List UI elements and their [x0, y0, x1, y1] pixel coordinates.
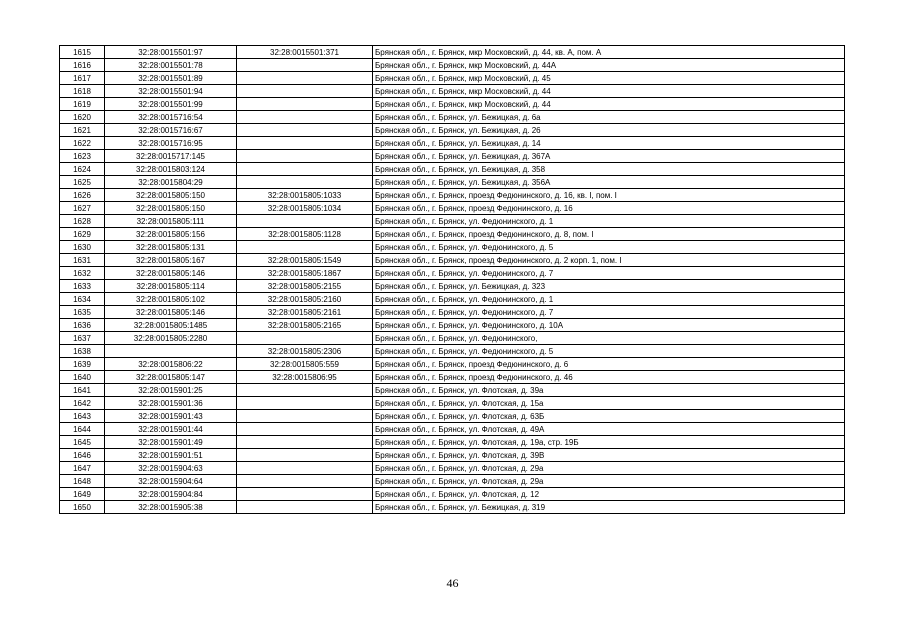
- row-number-cell: 1622: [60, 137, 105, 150]
- row-number-cell: 1647: [60, 462, 105, 475]
- row-number-cell: 1619: [60, 98, 105, 111]
- row-number-cell: 1637: [60, 332, 105, 345]
- address-cell: Брянская обл., г. Брянск, мкр Московский, д. 44: [373, 85, 845, 98]
- related-cadastral-number-cell: [237, 111, 373, 124]
- related-cadastral-number-cell: 32:28:0015805:1549: [237, 254, 373, 267]
- table-row: [60, 332, 845, 345]
- row-number-cell: 1636: [60, 319, 105, 332]
- row-number-cell: 1643: [60, 410, 105, 423]
- related-cadastral-number-cell: [237, 98, 373, 111]
- cadastral-number-cell: 32:28:0015717:145: [105, 150, 237, 163]
- related-cadastral-number-cell: [237, 85, 373, 98]
- cadastral-number-cell: 32:28:0015501:94: [105, 85, 237, 98]
- cadastral-number-cell: 32:28:0015901:44: [105, 423, 237, 436]
- cadastral-number-cell: 32:28:0015501:99: [105, 98, 237, 111]
- address-cell: Брянская обл., г. Брянск, ул. Федюнинского, д. 7: [373, 267, 845, 280]
- cadastral-number-cell: 32:28:0015805:102: [105, 293, 237, 306]
- address-cell: Брянская обл., г. Брянск, ул. Бежицкая, д. 356А: [373, 176, 845, 189]
- row-number-cell: 1644: [60, 423, 105, 436]
- related-cadastral-number-cell: [237, 488, 373, 501]
- table-row: [60, 150, 845, 163]
- address-cell: Брянская обл., г. Брянск, ул. Бежицкая, д. 26: [373, 124, 845, 137]
- row-number-cell: 1627: [60, 202, 105, 215]
- related-cadastral-number-cell: [237, 215, 373, 228]
- row-number-cell: 1648: [60, 475, 105, 488]
- cadastral-number-cell: 32:28:0015806:22: [105, 358, 237, 371]
- related-cadastral-number-cell: [237, 384, 373, 397]
- related-cadastral-number-cell: [237, 501, 373, 514]
- cadastral-number-cell: 32:28:0015501:89: [105, 72, 237, 85]
- related-cadastral-number-cell: [237, 410, 373, 423]
- table-row: [60, 423, 845, 436]
- address-cell: Брянская обл., г. Брянск, ул. Бежицкая, д. 367А: [373, 150, 845, 163]
- table-row: [60, 358, 845, 371]
- row-number-cell: 1634: [60, 293, 105, 306]
- table-row: [60, 319, 845, 332]
- cadastral-number-cell: 32:28:0015805:2280: [105, 332, 237, 345]
- table-row: [60, 215, 845, 228]
- row-number-cell: 1621: [60, 124, 105, 137]
- cadastral-number-cell: 32:28:0015716:54: [105, 111, 237, 124]
- address-cell: Брянская обл., г. Брянск, проезд Федюнинского, д. 16: [373, 202, 845, 215]
- related-cadastral-number-cell: 32:28:0015805:2160: [237, 293, 373, 306]
- address-cell: Брянская обл., г. Брянск, мкр Московский, д. 44: [373, 98, 845, 111]
- row-number-cell: 1650: [60, 501, 105, 514]
- address-cell: Брянская обл., г. Брянск, ул. Бежицкая, д. 319: [373, 501, 845, 514]
- table-row: [60, 59, 845, 72]
- table-row: [60, 85, 845, 98]
- table-row: [60, 488, 845, 501]
- related-cadastral-number-cell: 32:28:0015805:1128: [237, 228, 373, 241]
- cadastral-number-cell: 32:28:0015716:67: [105, 124, 237, 137]
- row-number-cell: 1615: [60, 46, 105, 59]
- row-number-cell: 1620: [60, 111, 105, 124]
- cadastral-number-cell: 32:28:0015901:36: [105, 397, 237, 410]
- row-number-cell: 1629: [60, 228, 105, 241]
- table-row: [60, 98, 845, 111]
- related-cadastral-number-cell: [237, 59, 373, 72]
- table-row: [60, 254, 845, 267]
- address-cell: Брянская обл., г. Брянск, ул. Федюнинского, д. 1: [373, 215, 845, 228]
- row-number-cell: 1618: [60, 85, 105, 98]
- address-cell: Брянская обл., г. Брянск, ул. Федюнинского,: [373, 332, 845, 345]
- cadastral-number-cell: 32:28:0015905:38: [105, 501, 237, 514]
- row-number-cell: 1626: [60, 189, 105, 202]
- table-row: [60, 163, 845, 176]
- cadastral-number-cell: 32:28:0015805:1485: [105, 319, 237, 332]
- address-cell: Брянская обл., г. Брянск, ул. Федюнинского, д. 5: [373, 241, 845, 254]
- row-number-cell: 1623: [60, 150, 105, 163]
- related-cadastral-number-cell: [237, 462, 373, 475]
- table-row: [60, 202, 845, 215]
- address-cell: Брянская обл., г. Брянск, проезд Федюнинского, д. 46: [373, 371, 845, 384]
- address-cell: Брянская обл., г. Брянск, проезд Федюнинского, д. 6: [373, 358, 845, 371]
- related-cadastral-number-cell: 32:28:0015805:1867: [237, 267, 373, 280]
- address-cell: Брянская обл., г. Брянск, проезд Федюнинского, д. 16, кв. I, пом. I: [373, 189, 845, 202]
- related-cadastral-number-cell: [237, 176, 373, 189]
- related-cadastral-number-cell: [237, 124, 373, 137]
- address-cell: Брянская обл., г. Брянск, ул. Федюнинского, д. 5: [373, 345, 845, 358]
- related-cadastral-number-cell: 32:28:0015805:2165: [237, 319, 373, 332]
- row-number-cell: 1633: [60, 280, 105, 293]
- related-cadastral-number-cell: [237, 436, 373, 449]
- address-cell: Брянская обл., г. Брянск, ул. Федюнинского, д. 1: [373, 293, 845, 306]
- address-cell: Брянская обл., г. Брянск, ул. Флотская, д. 39В: [373, 449, 845, 462]
- table-row: [60, 189, 845, 202]
- address-cell: Брянская обл., г. Брянск, ул. Бежицкая, д. 14: [373, 137, 845, 150]
- registry-table: [59, 45, 845, 514]
- related-cadastral-number-cell: 32:28:0015501:371: [237, 46, 373, 59]
- cadastral-number-cell: 32:28:0015805:147: [105, 371, 237, 384]
- cadastral-number-cell: 32:28:0015716:95: [105, 137, 237, 150]
- table-row: [60, 449, 845, 462]
- page-number: 46: [446, 576, 459, 590]
- related-cadastral-number-cell: 32:28:0015806:95: [237, 371, 373, 384]
- cadastral-number-cell: 32:28:0015805:114: [105, 280, 237, 293]
- related-cadastral-number-cell: 32:28:0015805:2306: [237, 345, 373, 358]
- address-cell: Брянская обл., г. Брянск, мкр Московский, д. 44, кв. А, пом. А: [373, 46, 845, 59]
- cadastral-number-cell: 32:28:0015501:97: [105, 46, 237, 59]
- row-number-cell: 1646: [60, 449, 105, 462]
- address-cell: Брянская обл., г. Брянск, ул. Федюнинского, д. 7: [373, 306, 845, 319]
- related-cadastral-number-cell: [237, 72, 373, 85]
- address-cell: Брянская обл., г. Брянск, ул. Бежицкая, д. 6а: [373, 111, 845, 124]
- address-cell: Брянская обл., г. Брянск, ул. Флотская, д. 39а: [373, 384, 845, 397]
- table-row: [60, 124, 845, 137]
- cadastral-number-cell: [105, 345, 237, 358]
- table-row: [60, 397, 845, 410]
- row-number-cell: 1624: [60, 163, 105, 176]
- address-cell: Брянская обл., г. Брянск, мкр Московский, д. 45: [373, 72, 845, 85]
- address-cell: Брянская обл., г. Брянск, ул. Бежицкая, д. 358: [373, 163, 845, 176]
- address-cell: Брянская обл., г. Брянск, ул. Флотская, д. 19а, стр. 19Б: [373, 436, 845, 449]
- related-cadastral-number-cell: 32:28:0015805:2161: [237, 306, 373, 319]
- row-number-cell: 1616: [60, 59, 105, 72]
- row-number-cell: 1617: [60, 72, 105, 85]
- cadastral-number-cell: 32:28:0015805:146: [105, 267, 237, 280]
- related-cadastral-number-cell: 32:28:0015805:559: [237, 358, 373, 371]
- related-cadastral-number-cell: 32:28:0015805:1034: [237, 202, 373, 215]
- cadastral-number-cell: 32:28:0015901:49: [105, 436, 237, 449]
- related-cadastral-number-cell: 32:28:0015805:1033: [237, 189, 373, 202]
- cadastral-number-cell: 32:28:0015805:156: [105, 228, 237, 241]
- related-cadastral-number-cell: [237, 137, 373, 150]
- address-cell: Брянская обл., г. Брянск, ул. Флотская, д. 15а: [373, 397, 845, 410]
- cadastral-number-cell: 32:28:0015805:146: [105, 306, 237, 319]
- related-cadastral-number-cell: [237, 475, 373, 488]
- address-cell: Брянская обл., г. Брянск, ул. Флотская, д. 29а: [373, 475, 845, 488]
- cadastral-number-cell: 32:28:0015904:63: [105, 462, 237, 475]
- related-cadastral-number-cell: [237, 423, 373, 436]
- row-number-cell: 1642: [60, 397, 105, 410]
- cadastral-number-cell: 32:28:0015501:78: [105, 59, 237, 72]
- table-row: [60, 267, 845, 280]
- cadastral-number-cell: 32:28:0015804:29: [105, 176, 237, 189]
- address-cell: Брянская обл., г. Брянск, ул. Федюнинского, д. 10А: [373, 319, 845, 332]
- row-number-cell: 1630: [60, 241, 105, 254]
- related-cadastral-number-cell: [237, 449, 373, 462]
- cadastral-number-cell: 32:28:0015904:84: [105, 488, 237, 501]
- cadastral-number-cell: 32:28:0015805:111: [105, 215, 237, 228]
- related-cadastral-number-cell: [237, 397, 373, 410]
- row-number-cell: 1639: [60, 358, 105, 371]
- cadastral-number-cell: 32:28:0015805:131: [105, 241, 237, 254]
- table-row: [60, 46, 845, 59]
- cadastral-number-cell: 32:28:0015901:51: [105, 449, 237, 462]
- table-row: [60, 280, 845, 293]
- row-number-cell: 1635: [60, 306, 105, 319]
- address-cell: Брянская обл., г. Брянск, ул. Бежицкая, д. 323: [373, 280, 845, 293]
- related-cadastral-number-cell: [237, 163, 373, 176]
- related-cadastral-number-cell: [237, 150, 373, 163]
- row-number-cell: 1640: [60, 371, 105, 384]
- related-cadastral-number-cell: [237, 332, 373, 345]
- table-row: [60, 241, 845, 254]
- table-row: [60, 293, 845, 306]
- address-cell: Брянская обл., г. Брянск, ул. Флотская, д. 63Б: [373, 410, 845, 423]
- address-cell: Брянская обл., г. Брянск, проезд Федюнинского, д. 8, пом. I: [373, 228, 845, 241]
- table-row: [60, 436, 845, 449]
- table-row: [60, 345, 845, 358]
- cadastral-number-cell: 32:28:0015904:64: [105, 475, 237, 488]
- cadastral-number-cell: 32:28:0015803:124: [105, 163, 237, 176]
- table-row: [60, 410, 845, 423]
- row-number-cell: 1628: [60, 215, 105, 228]
- row-number-cell: 1638: [60, 345, 105, 358]
- related-cadastral-number-cell: 32:28:0015805:2155: [237, 280, 373, 293]
- address-cell: Брянская обл., г. Брянск, мкр Московский, д. 44А: [373, 59, 845, 72]
- related-cadastral-number-cell: [237, 241, 373, 254]
- cadastral-number-cell: 32:28:0015901:43: [105, 410, 237, 423]
- table-row: [60, 111, 845, 124]
- table-row: [60, 371, 845, 384]
- table-row: [60, 462, 845, 475]
- cadastral-number-cell: 32:28:0015901:25: [105, 384, 237, 397]
- cadastral-number-cell: 32:28:0015805:167: [105, 254, 237, 267]
- address-cell: Брянская обл., г. Брянск, ул. Флотская, д. 49А: [373, 423, 845, 436]
- row-number-cell: 1625: [60, 176, 105, 189]
- row-number-cell: 1645: [60, 436, 105, 449]
- cadastral-number-cell: 32:28:0015805:150: [105, 189, 237, 202]
- table-row: [60, 384, 845, 397]
- row-number-cell: 1632: [60, 267, 105, 280]
- table-row: [60, 475, 845, 488]
- table-row: [60, 176, 845, 189]
- address-cell: Брянская обл., г. Брянск, ул. Флотская, д. 12: [373, 488, 845, 501]
- table-row: [60, 137, 845, 150]
- row-number-cell: 1649: [60, 488, 105, 501]
- registry-table-body: [60, 46, 845, 514]
- table-row: [60, 306, 845, 319]
- table-row: [60, 501, 845, 514]
- row-number-cell: 1631: [60, 254, 105, 267]
- table-row: [60, 228, 845, 241]
- table-row: [60, 72, 845, 85]
- cadastral-number-cell: 32:28:0015805:150: [105, 202, 237, 215]
- address-cell: Брянская обл., г. Брянск, ул. Флотская, д. 29а: [373, 462, 845, 475]
- address-cell: Брянская обл., г. Брянск, проезд Федюнинского, д. 2 корп. 1, пом. I: [373, 254, 845, 267]
- row-number-cell: 1641: [60, 384, 105, 397]
